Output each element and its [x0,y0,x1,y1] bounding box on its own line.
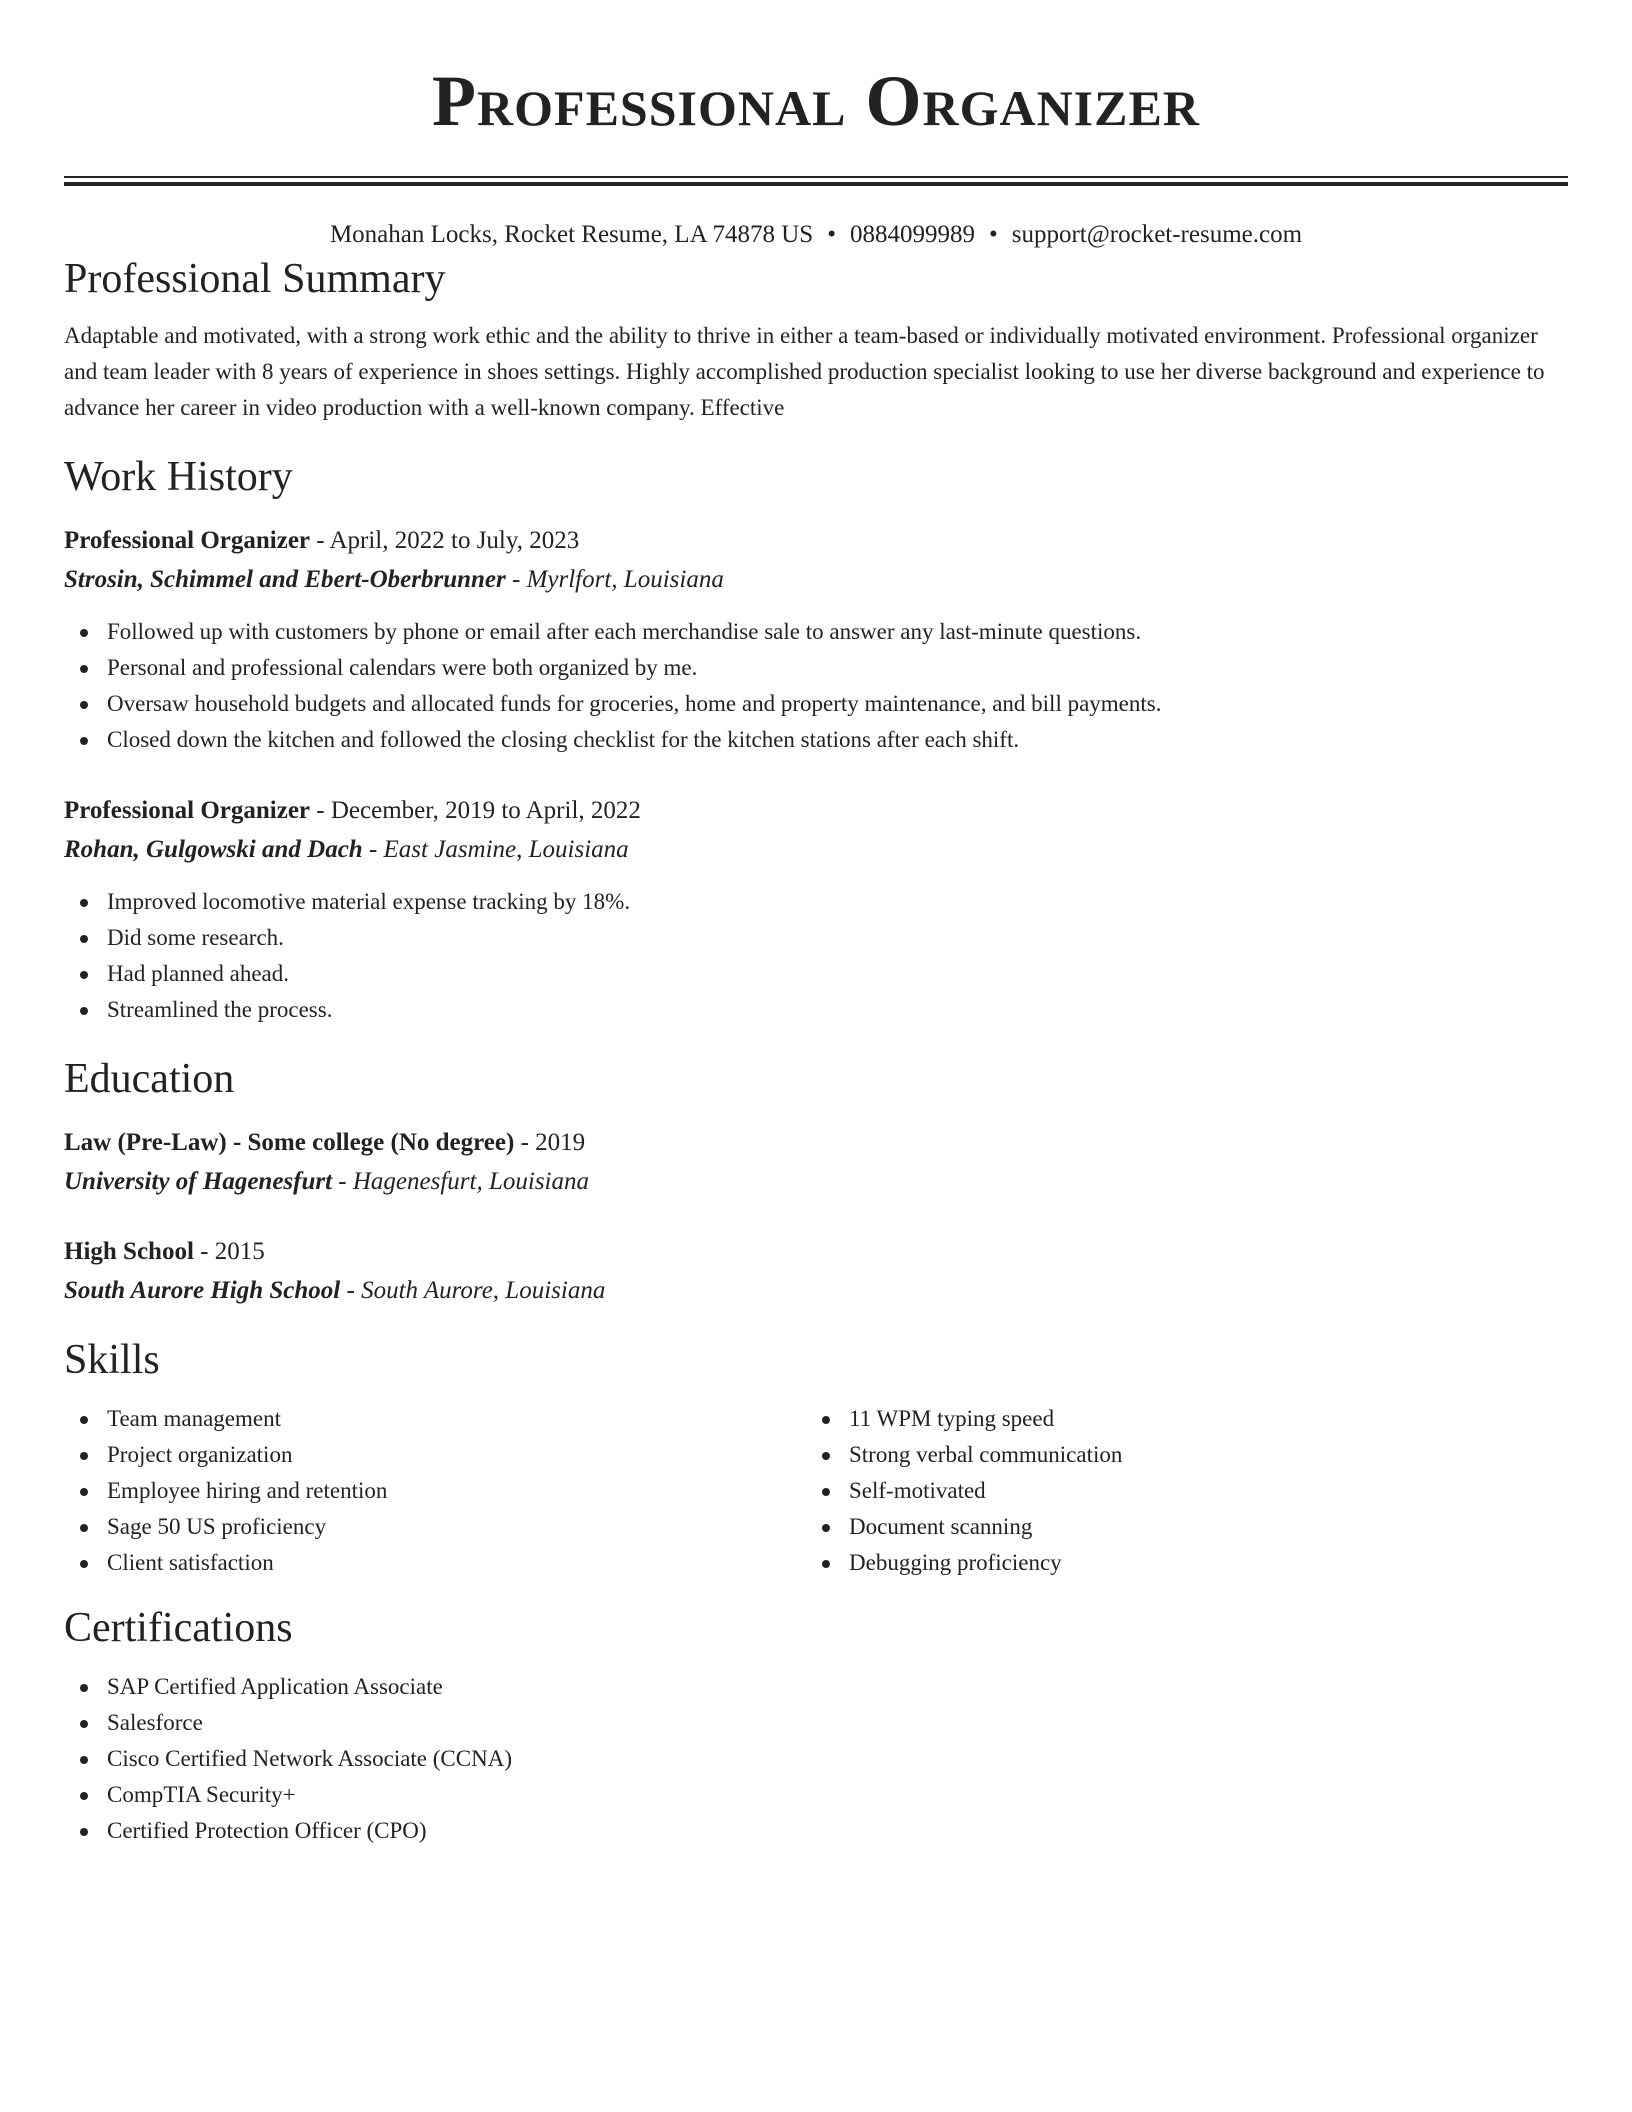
section-heading-certifications: Certifications [64,1605,293,1651]
contact-separator: • [988,221,998,248]
list-item: Had planned ahead. [64,956,1568,992]
list-item: Self-motivated [806,1473,1548,1509]
education-degree-line [64,1124,1568,1162]
list-item: CompTIA Security+ [64,1777,1568,1813]
job-company-line [64,830,1568,870]
education-school-line [64,1162,1568,1202]
summary-text: Adaptable and motivated, with a strong work ethic and the ability to thrive in either a team-based or individually motivated environment. Professional organizer and team leader with 8 years of experience in shoes settings. Highly accomplished production specialist looking to use her diverse background and experience to advance her career in video production with a well-known company. Effective [64,323,1545,420]
section-heading-work-history: Work History [64,454,293,500]
list-item: Client satisfaction [64,1545,806,1581]
skills-columns [64,1401,1568,1581]
list-item: Team management [64,1401,806,1437]
list-item: Sage 50 US proficiency [64,1509,806,1545]
job-dates: - April, 2022 to July, 2023 [310,527,580,554]
skills-left-column [64,1401,806,1581]
job-company: Rohan, Gulgowski and Dach [64,836,363,863]
contact-email: support@rocket-resume.com [1011,221,1303,248]
list-item: Oversaw household budgets and allocated funds for groceries, home and property maintenance, and bill payments. [64,686,1568,722]
list-item: Closed down the kitchen and followed the closing checklist for the kitchen stations after each shift. [64,722,1568,758]
education-entry [64,1233,1568,1311]
list-item: Personal and professional calendars were both organized by me. [64,650,1568,686]
list-item: Project organization [64,1437,806,1473]
section-heading-education: Education [64,1056,235,1102]
contact-separator: • [827,221,836,248]
education-degree: High School [64,1238,194,1265]
education-school-line [64,1271,1568,1311]
job-title-line [64,522,1568,560]
education-location: - South Aurore, Louisiana [340,1277,606,1304]
education-year: - 2015 [193,1238,265,1265]
list-item: Salesforce [64,1705,1568,1741]
list-item: Strong verbal communication [806,1437,1548,1473]
education-degree: Law (Pre-Law) - Some college (No degree) [64,1129,515,1156]
section-heading-skills: Skills [64,1337,160,1383]
education-school: University of Hagenesfurt [64,1168,333,1195]
list-item: Streamlined the process. [64,992,1568,1028]
skills-right-column [806,1401,1548,1581]
job-title: Professional Organizer [64,797,311,824]
list-item: 11 WPM typing speed [806,1401,1548,1437]
education-degree-line [64,1233,1568,1271]
list-item: Cisco Certified Network Associate (CCNA) [64,1741,1568,1777]
list-item: SAP Certified Application Associate [64,1669,1568,1705]
contact-address: Monahan Locks, Rocket Resume, LA 74878 US [329,221,814,248]
job-entry [64,792,1568,1028]
job-bullets [64,884,1568,1028]
list-item: Certified Protection Officer (CPO) [64,1813,1568,1849]
job-dates: - December, 2019 to April, 2022 [310,797,641,824]
education-location: - Hagenesfurt, Louisiana [332,1168,589,1195]
list-item: Improved locomotive material expense tracking by 18%. [64,884,1568,920]
job-bullets [64,614,1568,758]
header-double-rule [64,176,1568,186]
job-title-line [64,792,1568,830]
education-year: - 2019 [514,1129,586,1156]
education-entry [64,1124,1568,1202]
contact-line [64,218,1568,252]
list-item: Followed up with customers by phone or email after each merchandise sale to answer any last-minute questions. [64,614,1568,650]
job-entry [64,522,1568,758]
job-location: - East Jasmine, Louisiana [362,836,629,863]
list-item: Document scanning [806,1509,1548,1545]
list-item: Did some research. [64,920,1568,956]
list-item: Debugging proficiency [806,1545,1548,1581]
section-heading-summary: Professional Summary [64,256,446,302]
job-company-line [64,560,1568,600]
job-title: Professional Organizer [64,527,311,554]
job-company: Strosin, Schimmel and Ebert-Oberbrunner [64,566,506,593]
certifications-list [64,1669,1568,1849]
education-school: South Aurore High School [64,1277,341,1304]
job-location: - Myrlfort, Louisiana [505,566,724,593]
resume-name: Professional Organizer [432,61,1200,141]
list-item: Employee hiring and retention [64,1473,806,1509]
contact-phone: 0884099989 [849,221,975,248]
